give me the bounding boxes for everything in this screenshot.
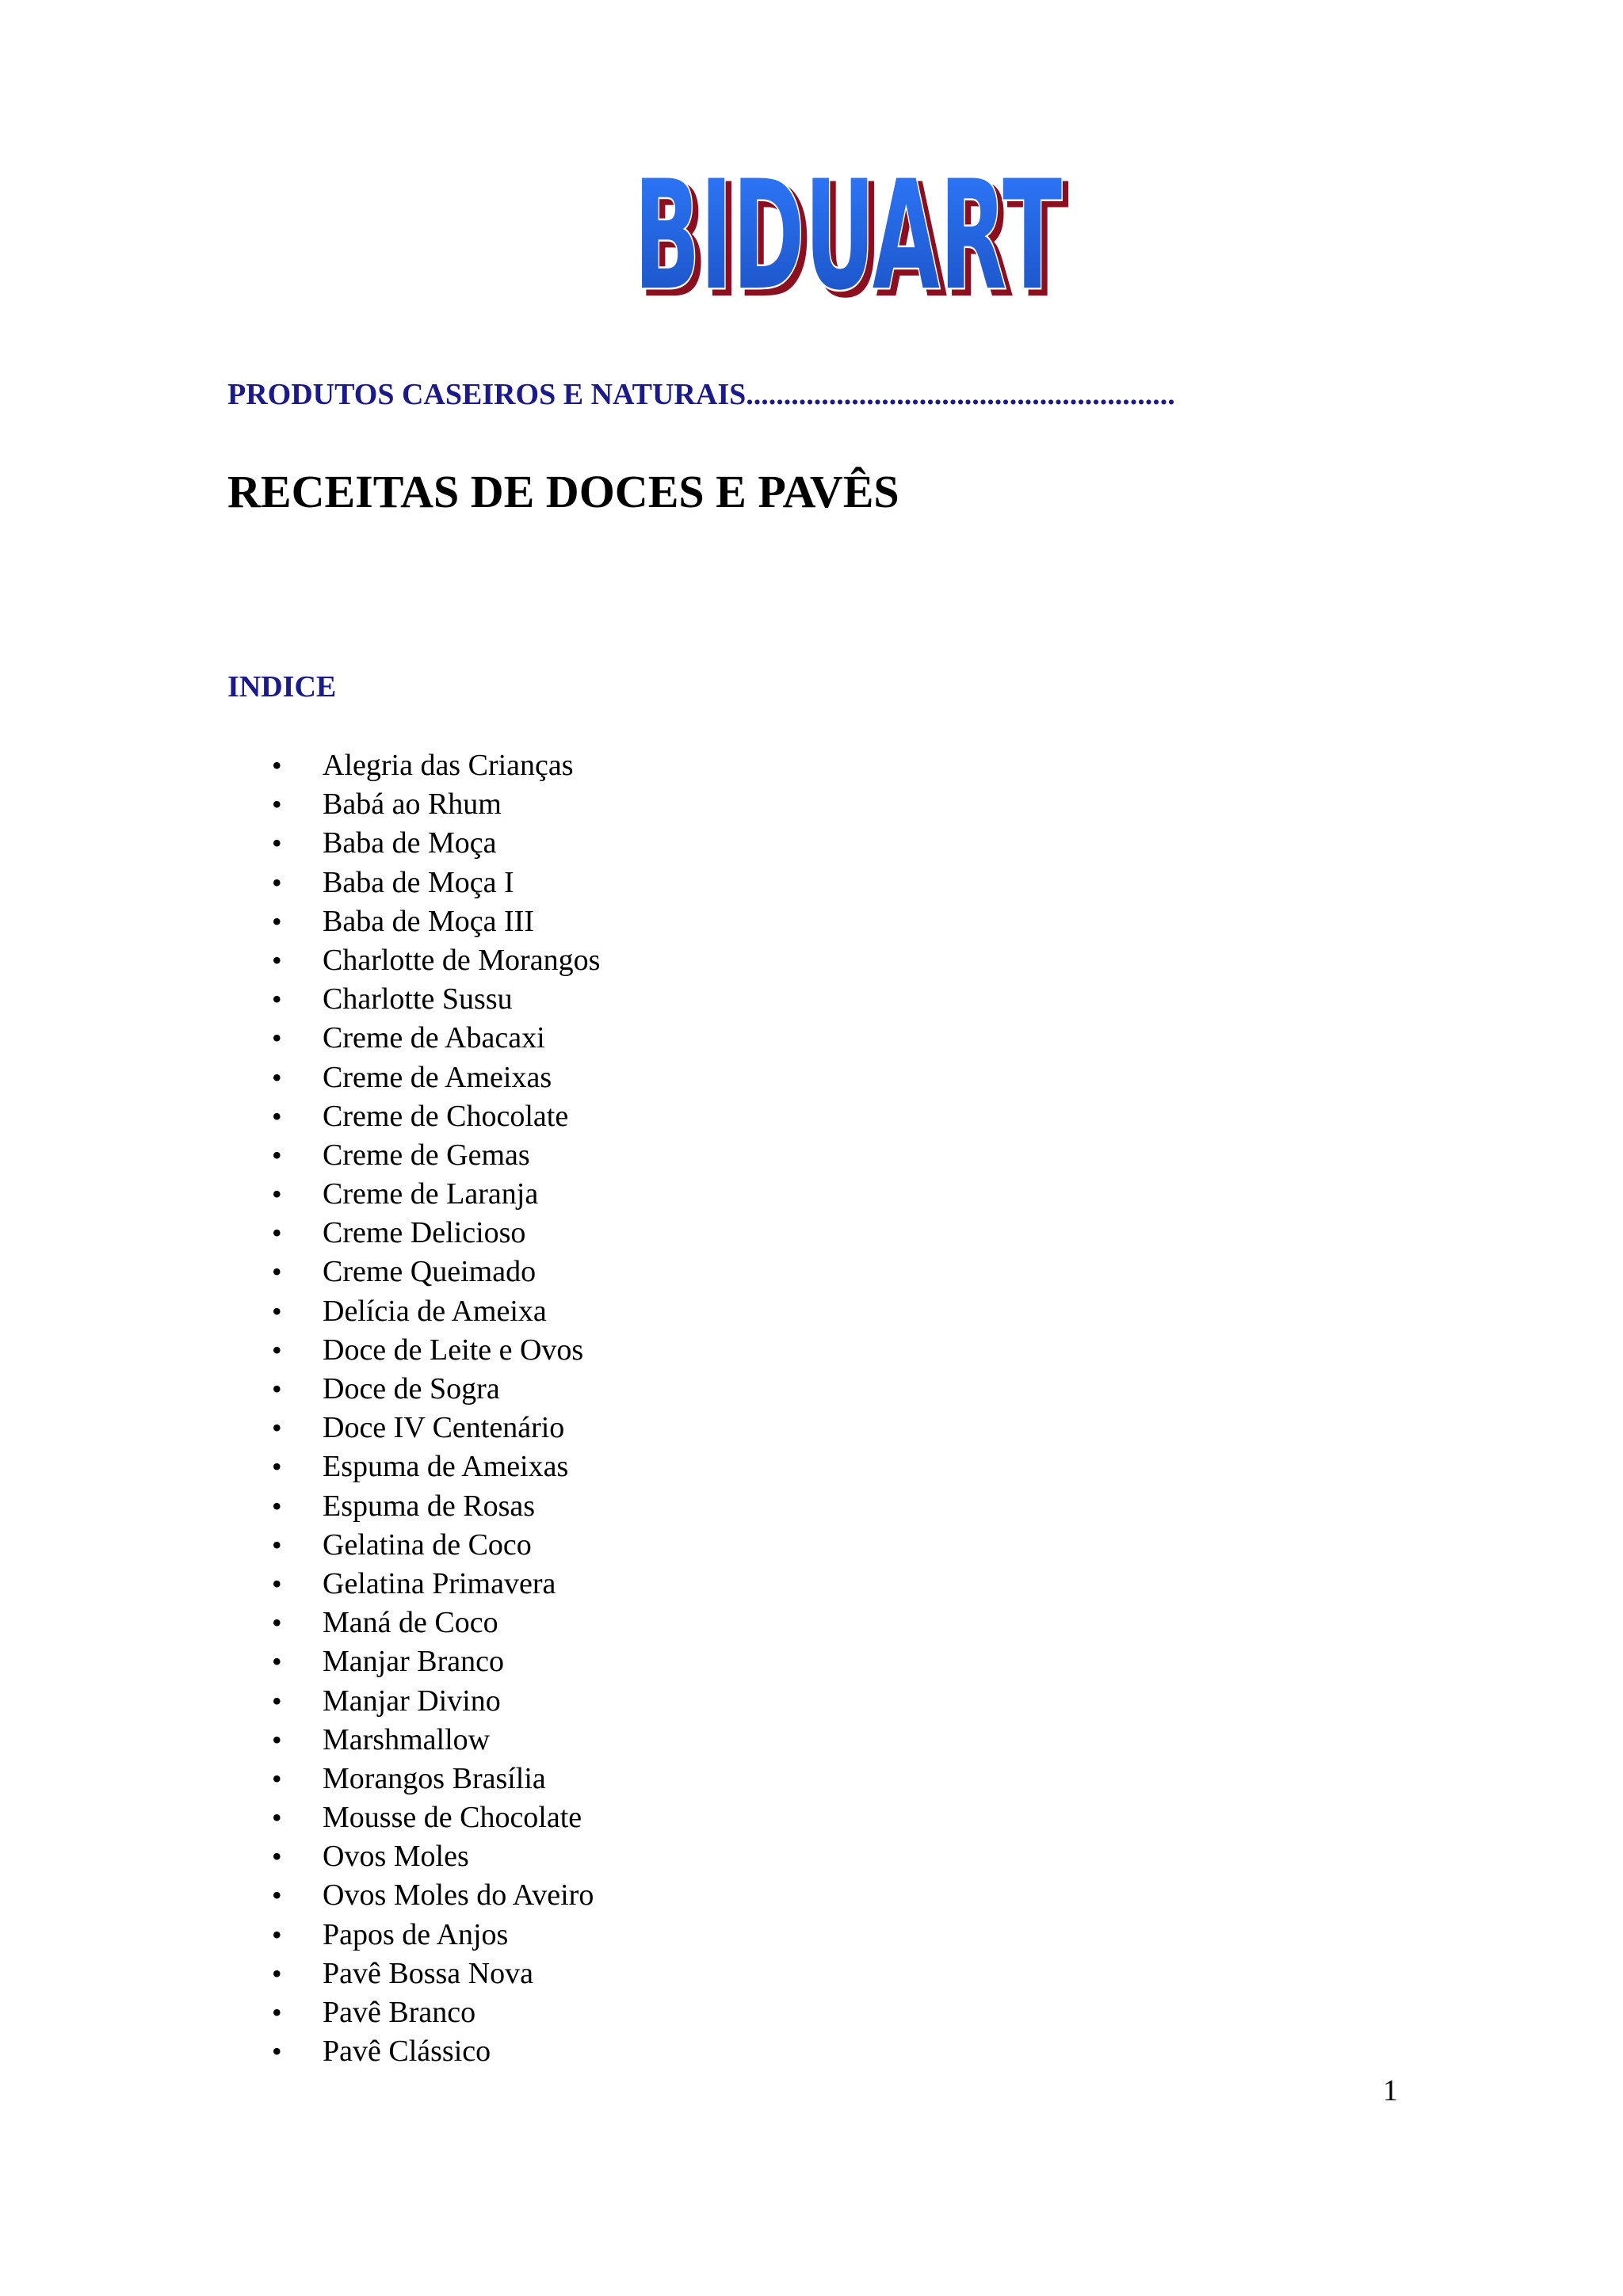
recipe-name: Charlotte de Morangos: [323, 943, 601, 977]
bullet-icon: •: [272, 1528, 282, 1561]
bullet-icon: •: [272, 749, 282, 781]
bullet-icon: •: [272, 1217, 282, 1249]
recipe-name: Morangos Brasília: [323, 1761, 546, 1795]
bullet-icon: •: [272, 1373, 282, 1405]
recipe-name: Creme Delicioso: [323, 1216, 526, 1250]
bullet-icon: •: [272, 827, 282, 860]
bullet-icon: •: [272, 1607, 282, 1639]
recipe-name: Espuma de Rosas: [323, 1489, 536, 1523]
bullet-icon: •: [272, 1840, 282, 1873]
recipe-name: Ovos Moles do Aveiro: [323, 1878, 594, 1913]
recipe-name: Pavê Bossa Nova: [323, 1956, 533, 1990]
bullet-icon: •: [272, 1997, 282, 2028]
recipe-name: Baba de Moça I: [323, 865, 514, 899]
bullet-icon: •: [272, 905, 282, 937]
recipe-name: Creme Queimado: [323, 1255, 537, 1289]
recipe-name: Baba de Moça III: [323, 904, 534, 938]
logo-shadow-text: BIDUART: [640, 162, 1067, 305]
bullet-icon: •: [272, 1723, 282, 1756]
recipe-name: Gelatina Primavera: [323, 1566, 556, 1600]
page-number: 1: [1383, 2074, 1398, 2107]
recipe-name: Pavê Clássico: [323, 2035, 491, 2069]
brand-tagline: PRODUTOS CASEIROS E NATURAIS.........................................................: [227, 378, 1175, 411]
recipe-name: Manjar Divino: [323, 1684, 501, 1718]
recipe-name: Espuma de Ameixas: [323, 1450, 569, 1484]
recipe-name: Papos de Anjos: [323, 1917, 509, 1951]
bullet-icon: •: [272, 1412, 282, 1444]
recipe-name: Pavê Branco: [323, 1996, 476, 2029]
recipe-name: Marshmallow: [323, 1722, 491, 1756]
bullet-icon: •: [272, 1061, 282, 1093]
recipe-name: Delícia de Ameixa: [323, 1294, 547, 1328]
recipe-name: Doce IV Centenário: [323, 1411, 565, 1445]
recipe-name: Alegria das Crianças: [323, 749, 574, 782]
recipe-name: Doce de Leite e Ovos: [323, 1333, 584, 1367]
index-heading: INDICE: [227, 670, 337, 704]
bullet-icon: •: [272, 1295, 282, 1327]
recipe-name: Baba de Moça: [323, 826, 497, 860]
recipe-name: Creme de Abacaxi: [323, 1021, 545, 1055]
bullet-icon: •: [272, 1138, 282, 1171]
recipe-name: Creme de Ameixas: [323, 1060, 552, 1094]
bullet-icon: •: [272, 1918, 282, 1951]
recipe-name: Gelatina de Coco: [323, 1527, 532, 1562]
bullet-icon: •: [272, 1100, 282, 1132]
recipe-name: Ovos Moles: [323, 1840, 469, 1874]
recipe-name: Charlotte Sussu: [323, 982, 513, 1016]
recipe-name: Creme de Laranja: [323, 1177, 539, 1211]
bullet-icon: •: [272, 1333, 282, 1366]
logo-main-text: BIDUART: [634, 162, 1062, 305]
bullet-icon: •: [272, 1957, 282, 1989]
bullet-icon: •: [272, 1256, 282, 1288]
logo: [626, 162, 1070, 305]
logo-graphic: [626, 162, 1070, 305]
bullet-icon: •: [272, 1178, 282, 1211]
bullet-icon: •: [272, 1646, 282, 1678]
recipe-name: Manjar Branco: [323, 1645, 504, 1679]
recipe-name: Mousse de Chocolate: [323, 1801, 582, 1835]
bullet-icon: •: [272, 788, 282, 821]
bullet-icon: •: [272, 1879, 282, 1912]
bullet-icon: •: [272, 983, 282, 1016]
bullet-icon: •: [272, 1762, 282, 1794]
bullet-icon: •: [272, 1567, 282, 1600]
bullet-icon: •: [272, 1802, 282, 1834]
document-title: RECEITAS DE DOCES E PAVÊS: [227, 466, 899, 517]
recipe-name: Doce de Sogra: [323, 1372, 500, 1405]
bullet-icon: •: [272, 1022, 282, 1055]
bullet-icon: •: [272, 2035, 282, 2068]
recipe-name: Creme de Gemas: [323, 1138, 530, 1172]
recipe-name: Creme de Chocolate: [323, 1099, 569, 1133]
recipe-name: Maná de Coco: [323, 1606, 498, 1640]
recipe-name: Babá ao Rhum: [323, 788, 502, 822]
bullet-icon: •: [272, 1684, 282, 1717]
bullet-icon: •: [272, 866, 282, 898]
bullet-icon: •: [272, 944, 282, 976]
bullet-icon: •: [272, 1489, 282, 1522]
bullet-icon: •: [272, 1451, 282, 1483]
